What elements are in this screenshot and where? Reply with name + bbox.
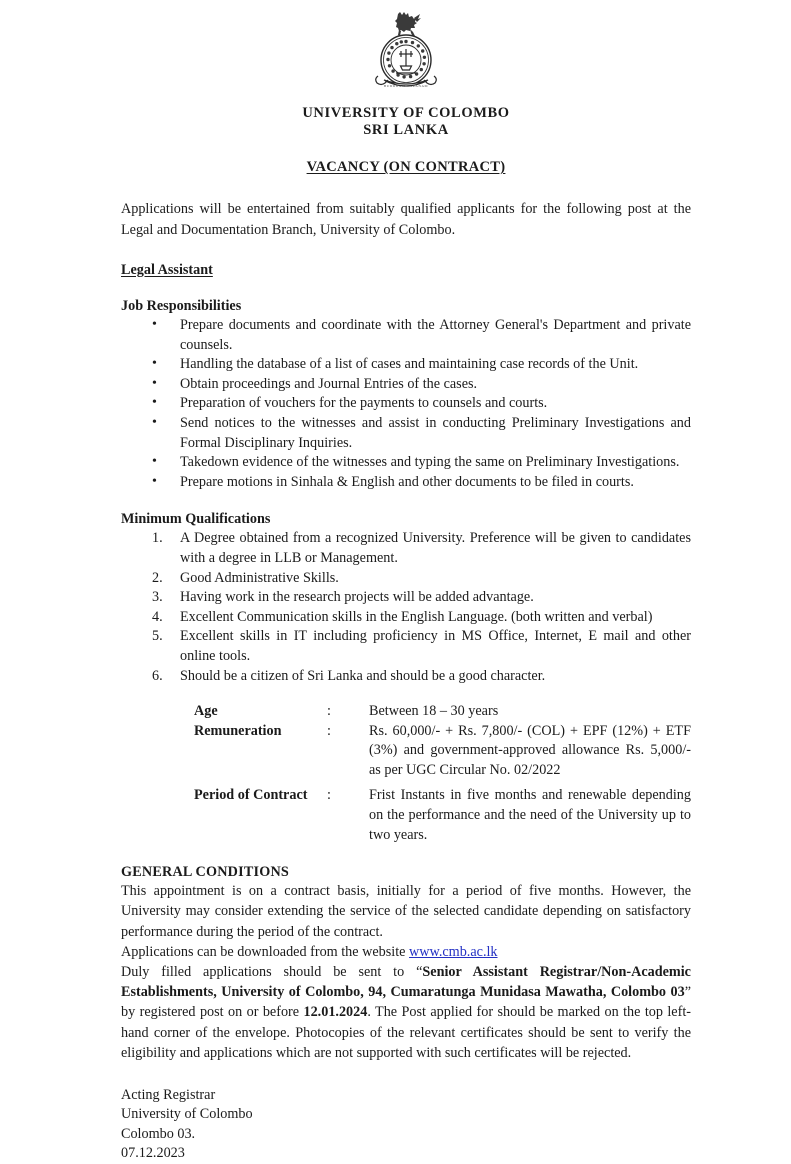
organization-title: UNIVERSITY OF COLOMBO bbox=[302, 105, 510, 121]
period-of-contract-label: Period of Contract bbox=[194, 787, 308, 804]
minimum-qualifications-heading: Minimum Qualifications bbox=[121, 511, 271, 528]
period-of-contract-value: Frist Instants in five months and renewable depending on the performance and the need of the University up to two years. bbox=[369, 787, 691, 843]
signoff-city: Colombo 03. bbox=[121, 1125, 196, 1142]
website-line bbox=[121, 942, 691, 962]
list-item: • Obtain proceedings and Journal Entries of the cases. bbox=[152, 375, 691, 395]
age-value: Between 18 – 30 years bbox=[369, 703, 499, 720]
signoff-date: 07.12.2023 bbox=[121, 1145, 185, 1162]
vacancy-heading bbox=[121, 159, 691, 176]
list-item: • Preparation of vouchers for the payments to counsels and courts. bbox=[152, 394, 691, 414]
website-line-prefix: Applications can be downloaded from the website bbox=[121, 943, 410, 960]
general-conditions-paragraph: This appointment is on a contract basis, initially for a period of five months. However, the University may consider extending the service of the selected candidate depending on satisfactory performance during the period of the contract. bbox=[121, 883, 691, 940]
colon: : bbox=[327, 703, 331, 720]
send-mid: ” by registered post on or before bbox=[121, 984, 691, 1021]
signoff-institution: University of Colombo bbox=[121, 1106, 253, 1123]
intro-paragraph: Applications will be entertained from suitably qualified applicants for the following post at the Legal and Documentation Branch, University of Colombo. bbox=[121, 201, 691, 238]
signoff-block bbox=[121, 1086, 691, 1164]
post-name: Legal Assistant bbox=[121, 262, 213, 278]
table-row bbox=[194, 722, 691, 781]
colon: : bbox=[327, 722, 331, 739]
list-item: Good Administrative Skills. bbox=[180, 569, 339, 586]
list-item: • Prepare documents and coordinate with the Attorney General's Department and private counsels. bbox=[152, 316, 691, 355]
list-item: • Takedown evidence of the witnesses and typing the same on Preliminary Investigations. bbox=[152, 453, 691, 473]
list-item: Excellent Communication skills in the English Language. (both written and verbal) bbox=[180, 608, 653, 625]
list-item: A Degree obtained from a recognized University. Preference will be given to candidates with a degree in LLB or Management. bbox=[180, 530, 691, 566]
colon: : bbox=[327, 787, 331, 804]
remuneration-value: Rs. 60,000/- + Rs. 7,800/- (COL) + EPF (12%) + ETF (3%) and government-approved allowance Rs. 5,000/- as per UGC Circular No. 02/2022 bbox=[369, 722, 691, 778]
send-address: Senior Assistant Registrar/Non-Academic Establishments, University of Colombo, 94, Cumaratunga Munidasa Mawatha, Colombo 03 bbox=[121, 964, 691, 1001]
crest-container bbox=[121, 10, 691, 98]
list-item: • Send notices to the witnesses and assist in conducting Preliminary Investigations and Formal Disciplinary Inquiries. bbox=[152, 414, 691, 453]
organization-subtitle: SRI LANKA bbox=[363, 122, 449, 138]
svg-text:BUDDHAM SARANAM: BUDDHAM SARANAM bbox=[383, 84, 429, 88]
list-item: Having work in the research projects will be added advantage. bbox=[180, 589, 534, 606]
table-row bbox=[194, 786, 691, 845]
list-item: • Prepare motions in Sinhala & English and other documents to be filed in courts. bbox=[152, 473, 691, 493]
university-crest-icon bbox=[368, 10, 444, 98]
send-suffix: . The Post applied for should be marked on the top left-hand corner of the envelope. Photocopies of the relevant certificates should be sent to verify the eligibility and applications which are not supported with such certificates will be rejected. bbox=[121, 1004, 691, 1061]
list-item: Should be a citizen of Sri Lanka and should be a good character. bbox=[180, 667, 546, 684]
send-prefix: Duly filled applications should be sent to “ bbox=[121, 964, 423, 981]
list-item: • Handling the database of a list of cases and maintaining case records of the Unit. bbox=[152, 355, 691, 375]
application-instructions bbox=[121, 962, 691, 1063]
minimum-qualifications-list bbox=[121, 529, 691, 686]
signoff-role: Acting Registrar bbox=[121, 1087, 216, 1104]
job-responsibilities-heading: Job Responsibilities bbox=[121, 298, 242, 314]
age-label: Age bbox=[194, 703, 218, 720]
deadline-date: 12.01.2024 bbox=[303, 1004, 368, 1021]
general-conditions-heading: GENERAL CONDITIONS bbox=[121, 864, 289, 881]
job-responsibilities-list bbox=[121, 316, 691, 492]
vacancy-heading-text: VACANCY (ON CONTRACT) bbox=[306, 159, 506, 175]
website-link[interactable]: www.cmb.ac.lk bbox=[409, 943, 498, 960]
list-item: Excellent skills in IT including proficiency in MS Office, Internet, E mail and other online tools. bbox=[180, 628, 691, 664]
table-row bbox=[194, 702, 691, 722]
remuneration-label: Remuneration bbox=[194, 722, 282, 739]
terms-table bbox=[194, 702, 691, 845]
